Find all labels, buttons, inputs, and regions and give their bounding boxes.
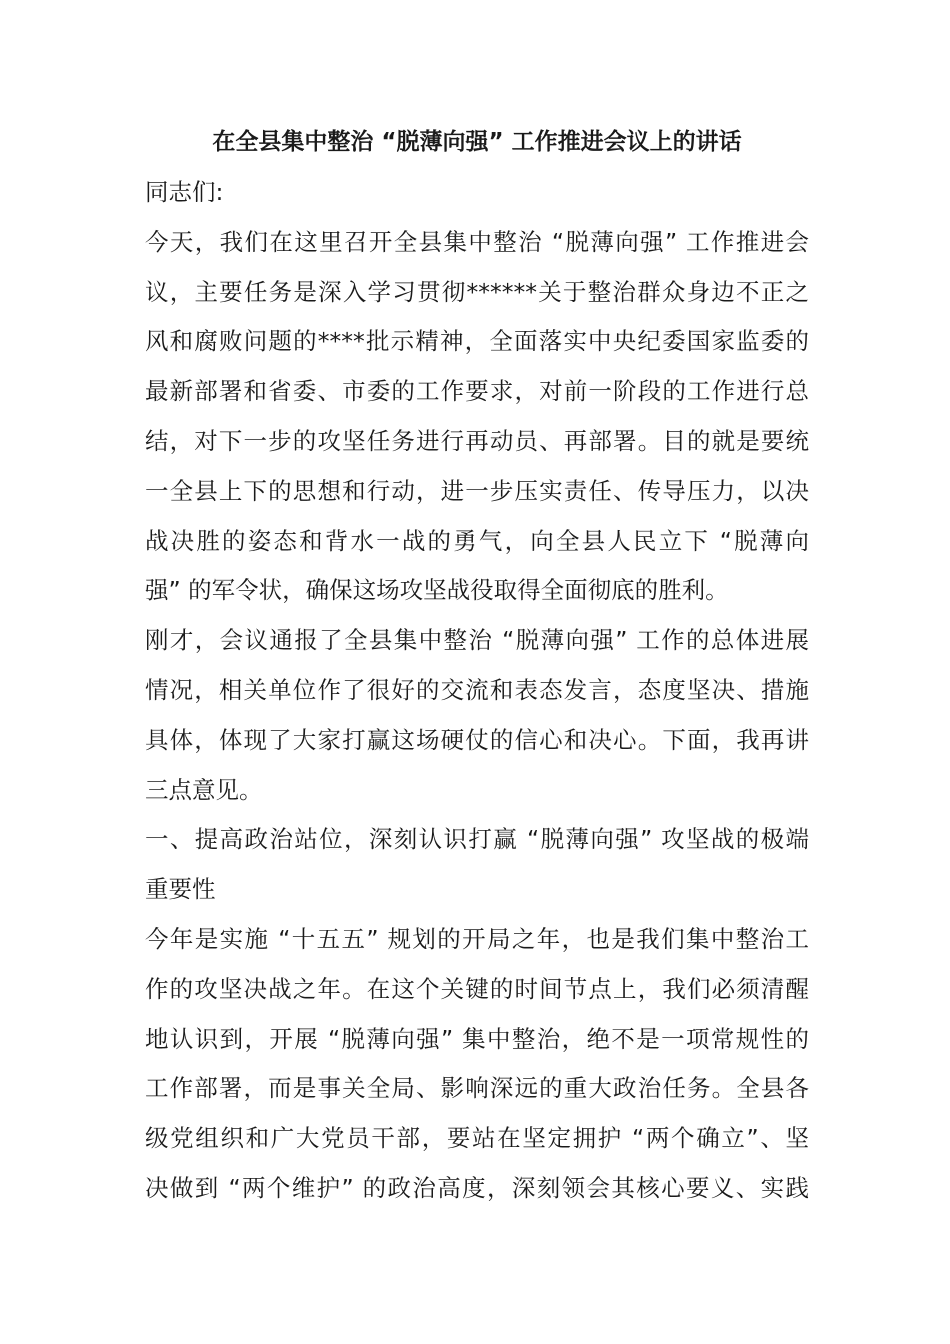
document-title: 在全县集中整治 “脱薄向强” 工作推进会议上的讲话 (212, 129, 742, 155)
text-line: 级党组织和广大党员干部，要站在坚定拥护 “两个确立”、坚 (145, 1124, 809, 1153)
text-line: 三点意见。 (145, 775, 263, 804)
text-line: 一、提高政治站位，深刻认识打赢 “脱薄向强” 攻坚战的极端 (145, 825, 809, 854)
text-line: 决做到 “两个维护” 的政治高度，深刻领会其核心要义、实践 (145, 1173, 809, 1202)
text-line: 作的攻坚决战之年。在这个关键的时间节点上，我们必须清醒 (145, 974, 809, 1003)
text-line: 最新部署和省委、市委的工作要求，对前一阶段的工作进行总 (145, 377, 809, 406)
text-line: 同志们: (145, 178, 224, 206)
text-line: 今天，我们在这里召开全县集中整治 “脱薄向强” 工作推进会 (145, 227, 809, 256)
text-line: 刚才，会议通报了全县集中整治 “脱薄向强” 工作的总体进展 (145, 626, 809, 655)
text-line: 战决胜的姿态和背水一战的勇气，向全县人民立下 “脱薄向 (145, 526, 809, 555)
text-line: 风和腐败问题的****批示精神，全面落实中央纪委国家监委的 (145, 327, 809, 356)
text-line: 工作部署，而是事关全局、影响深远的重大政治任务。全县各 (145, 1074, 809, 1103)
text-line: 结，对下一步的攻坚任务进行再动员、再部署。目的就是要统 (145, 426, 809, 455)
text-line: 情况，相关单位作了很好的交流和表态发言，态度坚决、措施 (145, 675, 809, 704)
text-line: 议，主要任务是深入学习贯彻******关于整治群众身边不正之 (145, 277, 809, 306)
text-line: 地认识到，开展 “脱薄向强” 集中整治，绝不是一项常规性的 (145, 1024, 809, 1053)
text-line: 今年是实施 “十五五” 规划的开局之年，也是我们集中整治工 (145, 924, 809, 953)
text-line: 一全县上下的思想和行动，进一步压实责任、传导压力，以决 (145, 476, 809, 505)
document-body (145, 168, 809, 1214)
text-line: 强” 的军令状，确保这场攻坚战役取得全面彻底的胜利。 (145, 576, 729, 605)
text-line: 重要性 (145, 875, 216, 904)
text-line: 具体，体现了大家打赢这场硬仗的信心和决心。下面，我再讲 (145, 725, 809, 754)
